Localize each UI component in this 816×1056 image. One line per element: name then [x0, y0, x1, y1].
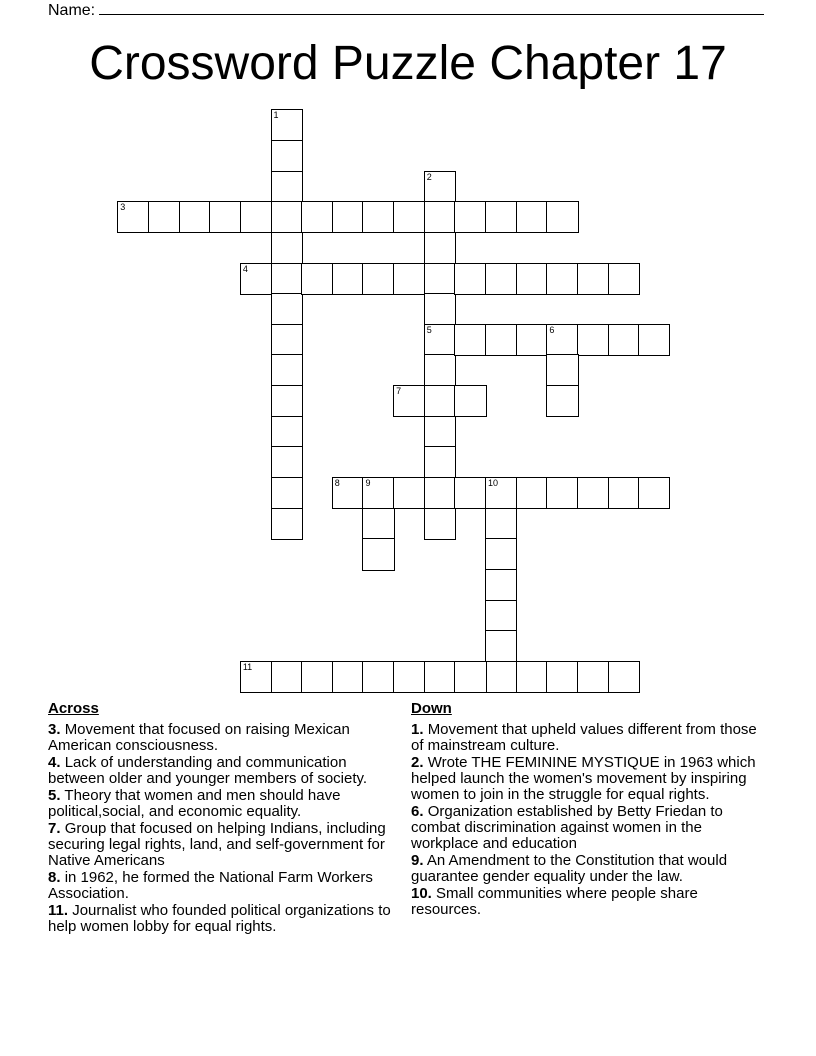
grid-cell[interactable]: [424, 354, 456, 386]
across-clue-number: 5.: [48, 787, 61, 804]
down-clue-text: Movement that upheld values different from those of mainstream culture.: [411, 721, 757, 754]
down-clue-number: 2.: [411, 754, 424, 771]
clue-number-label: 2: [426, 171, 432, 182]
grid-cell[interactable]: [424, 324, 456, 356]
grid-cell[interactable]: [454, 201, 486, 233]
grid-cell[interactable]: [240, 661, 272, 693]
grid-cell[interactable]: [332, 201, 364, 233]
down-clue: [411, 886, 771, 918]
grid-cell[interactable]: [271, 385, 303, 417]
grid-cell[interactable]: [424, 263, 456, 295]
grid-cell[interactable]: [271, 446, 303, 478]
clue-number-label: 8: [334, 478, 340, 489]
grid-cell[interactable]: [148, 201, 180, 233]
clue-number-label: 7: [396, 386, 402, 397]
grid-cell[interactable]: [485, 630, 517, 662]
grid-cell[interactable]: [271, 661, 303, 693]
grid-cell[interactable]: [332, 661, 364, 693]
grid-cell[interactable]: [301, 201, 333, 233]
grid-cell[interactable]: [362, 538, 394, 570]
grid-cell[interactable]: [271, 232, 303, 264]
grid-cell[interactable]: [485, 477, 517, 509]
grid-cell[interactable]: [424, 201, 456, 233]
across-clue-number: 4.: [48, 754, 61, 771]
across-clue-number: 7.: [48, 820, 61, 837]
across-clue-number: 8.: [48, 869, 61, 886]
grid-cell[interactable]: [209, 201, 241, 233]
grid-cell[interactable]: [271, 508, 303, 540]
grid-cell[interactable]: [424, 385, 456, 417]
name-label: Name:: [48, 2, 96, 19]
grid-cell[interactable]: [332, 263, 364, 295]
across-clues: [48, 700, 400, 936]
across-clue-number: 3.: [48, 721, 61, 738]
across-clue: [48, 755, 400, 787]
grid-cell[interactable]: [271, 293, 303, 325]
grid-cell[interactable]: [454, 477, 486, 509]
grid-cell[interactable]: [577, 263, 609, 295]
grid-cell[interactable]: [271, 477, 303, 509]
down-clue: [411, 755, 771, 803]
grid-cell[interactable]: [485, 263, 517, 295]
grid-cell[interactable]: [424, 293, 456, 325]
across-clue: [48, 821, 400, 869]
grid-cell[interactable]: [424, 416, 456, 448]
grid-cell[interactable]: [454, 263, 486, 295]
grid-cell[interactable]: [117, 201, 149, 233]
grid-cell[interactable]: [271, 109, 303, 141]
clue-number-label: 6: [549, 324, 555, 335]
grid-cell[interactable]: [362, 661, 394, 693]
across-clue: [48, 870, 400, 902]
grid-cell[interactable]: [485, 538, 517, 570]
grid-cell[interactable]: [362, 508, 394, 540]
grid-cell[interactable]: [393, 201, 425, 233]
grid-cell[interactable]: [271, 263, 303, 295]
grid-cell[interactable]: [362, 201, 394, 233]
down-clue-text: An Amendment to the Constitution that would guarantee gender equality under the law.: [411, 852, 728, 885]
grid-cell[interactable]: [393, 385, 425, 417]
across-clue-text: Group that focused on helping Indians, including securing legal rights, land, and self-government for Native Americans: [48, 820, 386, 869]
grid-cell[interactable]: [240, 263, 272, 295]
clue-number-label: 11: [242, 661, 253, 672]
clue-number-label: 10: [488, 478, 499, 489]
grid-cell[interactable]: [485, 661, 517, 693]
down-clues: [411, 700, 771, 919]
grid-cell[interactable]: [301, 661, 333, 693]
grid-cell[interactable]: [516, 661, 548, 693]
clue-number-label: 5: [426, 324, 432, 335]
grid-cell[interactable]: [485, 569, 517, 601]
grid-cell[interactable]: [546, 354, 578, 386]
grid-cell[interactable]: [301, 263, 333, 295]
grid-cell[interactable]: [577, 661, 609, 693]
grid-cell[interactable]: [424, 446, 456, 478]
grid-cell[interactable]: [271, 140, 303, 172]
grid-cell[interactable]: [362, 477, 394, 509]
grid-cell[interactable]: [516, 324, 548, 356]
across-clue: [48, 903, 400, 935]
grid-cell[interactable]: [485, 508, 517, 540]
grid-cell[interactable]: [454, 324, 486, 356]
grid-cell[interactable]: [516, 201, 548, 233]
grid-cell[interactable]: [516, 263, 548, 295]
grid-cell[interactable]: [546, 263, 578, 295]
across-clue-text: Lack of understanding and communication between older and younger members of society.: [48, 754, 368, 787]
clue-number-label: 3: [120, 202, 126, 213]
grid-cell[interactable]: [271, 416, 303, 448]
grid-cell[interactable]: [393, 263, 425, 295]
grid-cell[interactable]: [546, 661, 578, 693]
across-clue-number: 11.: [48, 902, 69, 919]
grid-cell[interactable]: [424, 508, 456, 540]
grid-cell[interactable]: [608, 324, 640, 356]
across-clue-text: Movement that focused on raising Mexican American consciousness.: [48, 721, 350, 754]
down-clue: [411, 722, 771, 754]
grid-cell[interactable]: [424, 232, 456, 264]
grid-cell[interactable]: [485, 324, 517, 356]
down-clue-number: 1.: [411, 721, 424, 738]
grid-cell[interactable]: [546, 385, 578, 417]
grid-cell[interactable]: [485, 600, 517, 632]
grid-cell[interactable]: [516, 477, 548, 509]
grid-cell[interactable]: [362, 263, 394, 295]
grid-cell[interactable]: [424, 171, 456, 203]
grid-cell[interactable]: [179, 201, 211, 233]
across-heading: Across: [48, 700, 99, 717]
grid-cell[interactable]: [240, 201, 272, 233]
grid-cell[interactable]: [332, 477, 364, 509]
grid-cell[interactable]: [608, 661, 640, 693]
grid-cell[interactable]: [638, 324, 670, 356]
down-clue-text: Wrote THE FEMININE MYSTIQUE in 1963 which helped launch the women's movement by inspiring women to join in the struggle for equal rights.: [411, 754, 756, 803]
grid-cell[interactable]: [271, 354, 303, 386]
grid-cell[interactable]: [271, 171, 303, 203]
page-title: Crossword Puzzle Chapter 17: [89, 37, 727, 90]
across-clue: [48, 722, 400, 754]
grid-cell[interactable]: [638, 477, 670, 509]
grid-cell[interactable]: [608, 263, 640, 295]
grid-cell[interactable]: [393, 477, 425, 509]
down-clue-text: Organization established by Betty Friedan to combat discrimination against women in the workplace and education: [411, 803, 723, 852]
clue-number-label: 4: [242, 263, 248, 274]
grid-cell[interactable]: [546, 201, 578, 233]
down-clue: [411, 853, 771, 885]
grid-cell[interactable]: [454, 385, 486, 417]
down-clue-number: 6.: [411, 803, 424, 820]
clue-number-label: 9: [365, 478, 371, 489]
grid-cell[interactable]: [546, 477, 578, 509]
clue-number-label: 1: [273, 110, 279, 121]
grid-cell[interactable]: [393, 661, 425, 693]
grid-cell[interactable]: [454, 661, 486, 693]
across-clue-text: in 1962, he formed the National Farm Workers Association.: [48, 869, 373, 902]
across-clue: [48, 788, 400, 820]
grid-cell[interactable]: [546, 324, 578, 356]
grid-cell[interactable]: [424, 477, 456, 509]
down-clue: [411, 804, 771, 852]
grid-cell[interactable]: [577, 477, 609, 509]
grid-cell[interactable]: [485, 201, 517, 233]
down-clue-number: 9.: [411, 852, 424, 869]
grid-cell[interactable]: [271, 324, 303, 356]
across-clue-text: Theory that women and men should have political,social, and economic equality.: [48, 787, 341, 820]
down-clue-text: Small communities where people share resources.: [411, 885, 698, 918]
grid-cell[interactable]: [271, 201, 303, 233]
grid-cell[interactable]: [577, 324, 609, 356]
down-clue-number: 10.: [411, 885, 432, 902]
across-clue-text: Journalist who founded political organizations to help women lobby for equal rights.: [48, 902, 391, 935]
grid-cell[interactable]: [424, 661, 456, 693]
grid-cell[interactable]: [608, 477, 640, 509]
down-heading: Down: [411, 700, 452, 717]
